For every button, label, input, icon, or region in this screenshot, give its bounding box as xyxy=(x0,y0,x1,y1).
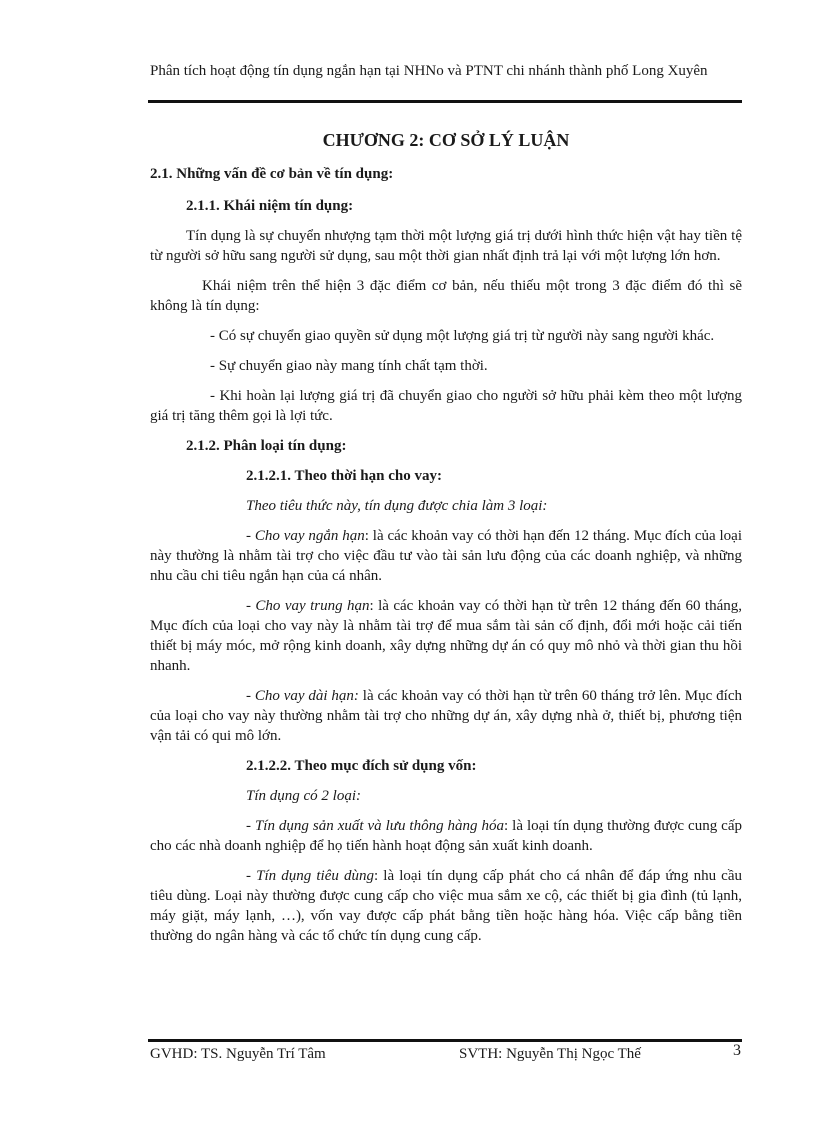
list-item xyxy=(150,596,742,676)
term: - Cho vay ngắn hạn xyxy=(246,528,365,544)
bullet-item: - Khi hoàn lại lượng giá trị đã chuyển giao cho người sở hữu phải kèm theo một lượng giá trị tăng thêm gọi là lợi tức. xyxy=(150,388,742,424)
page-body xyxy=(150,128,742,956)
subsection-heading-2-1-2: 2.1.2. Phân loại tín dụng: xyxy=(186,438,347,454)
subsubsection-heading-2-1-2-2: 2.1.2.2. Theo mục đích sử dụng vốn: xyxy=(246,758,477,774)
term: - Tín dụng tiêu dùng xyxy=(246,868,374,884)
list-item xyxy=(150,866,742,946)
subsubsection-heading-2-1-2-1: 2.1.2.1. Theo thời hạn cho vay: xyxy=(246,468,442,484)
term: - Cho vay trung hạn xyxy=(246,598,370,614)
list-item xyxy=(150,686,742,746)
paragraph: Khái niệm trên thể hiện 3 đặc điểm cơ bản, nếu thiếu một trong 3 đặc điểm đó thì sẽ không là tín dụng: xyxy=(150,278,742,314)
lead-sentence: Tín dụng có 2 loại: xyxy=(246,788,361,804)
definition: : là các khoản vay có thời hạn đến 12 tháng. Mục đích của loại này thường là nhằm tài trợ cho việc đầu tư vào tài sản lưu động của các doanh nghiệp, và những nhu cầu chi tiêu ngắn hạn của cá nhân. xyxy=(150,528,742,584)
definition: : là loại tín dụng cấp phát cho cá nhân để đáp ứng nhu cầu tiêu dùng. Loại này thường được cung cấp cho việc mua sắm xe cộ, các thiết bị gia đình (tủ lạnh, máy giặt, máy lạnh, …), vốn vay được cấp phát bằng tiền hoặc hàng hóa. Việc cấp bằng tiền thường do ngân hàng và các tổ chức tín dụng cung cấp. xyxy=(150,868,743,944)
definition: : là loại tín dụng thường được cung cấp cho các nhà doanh nghiệp để họ tiến hành hoạt động sản xuất kinh doanh. xyxy=(150,818,742,854)
footer-advisor: GVHD: TS. Nguyễn Trí Tâm xyxy=(150,1046,326,1062)
list-item xyxy=(150,526,742,586)
header-divider xyxy=(148,100,742,103)
section-heading-2-1: 2.1. Những vấn đề cơ bản về tín dụng: xyxy=(150,166,394,182)
term: - Cho vay dài hạn: xyxy=(246,688,359,704)
list-item xyxy=(150,816,742,856)
definition: : là các khoản vay có thời hạn từ trên 12 tháng đến 60 tháng, Mục đích của loại cho vay này là nhằm tài trợ để mua sắm tài sản cố định, đổi mới hoặc cải tiến thiết bị máy móc, mở rộng kinh doanh, xây dựng những dự án có quy mô nhỏ và thời gian thu hồi nhanh. xyxy=(150,598,742,674)
definition: là các khoản vay có thời hạn từ trên 60 tháng trở lên. Mục đích của loại cho vay này thường nhằm tài trợ cho những dự án, xây dựng nhà ở, thiết bị, phương tiện vận tải có qui mô lớn. xyxy=(150,688,742,744)
bullet-item: - Sự chuyển giao này mang tính chất tạm thời. xyxy=(210,358,488,374)
footer-divider xyxy=(148,1039,742,1042)
page-number: 3 xyxy=(733,1042,741,1059)
running-header: Phân tích hoạt động tín dụng ngắn hạn tại NHNo và PTNT chi nhánh thành phố Long Xuyên xyxy=(150,63,708,79)
footer-student: SVTH: Nguyễn Thị Ngọc Thế xyxy=(459,1046,641,1062)
paragraph: Tín dụng là sự chuyển nhượng tạm thời một lượng giá trị dưới hình thức hiện vật hay tiền tệ từ người sở hữu sang người sử dụng, sau một thời gian nhất định trả lại với một lượng lớn hơn. xyxy=(150,228,742,264)
term: - Tín dụng sản xuất và lưu thông hàng hóa xyxy=(246,818,505,834)
chapter-title: CHƯƠNG 2: CƠ SỞ LÝ LUẬN xyxy=(322,130,570,150)
subsection-heading-2-1-1: 2.1.1. Khái niệm tín dụng: xyxy=(186,198,354,214)
lead-sentence: Theo tiêu thức này, tín dụng được chia làm 3 loại: xyxy=(246,498,548,514)
bullet-item: - Có sự chuyển giao quyền sử dụng một lượng giá trị từ người này sang người khác. xyxy=(210,328,715,344)
